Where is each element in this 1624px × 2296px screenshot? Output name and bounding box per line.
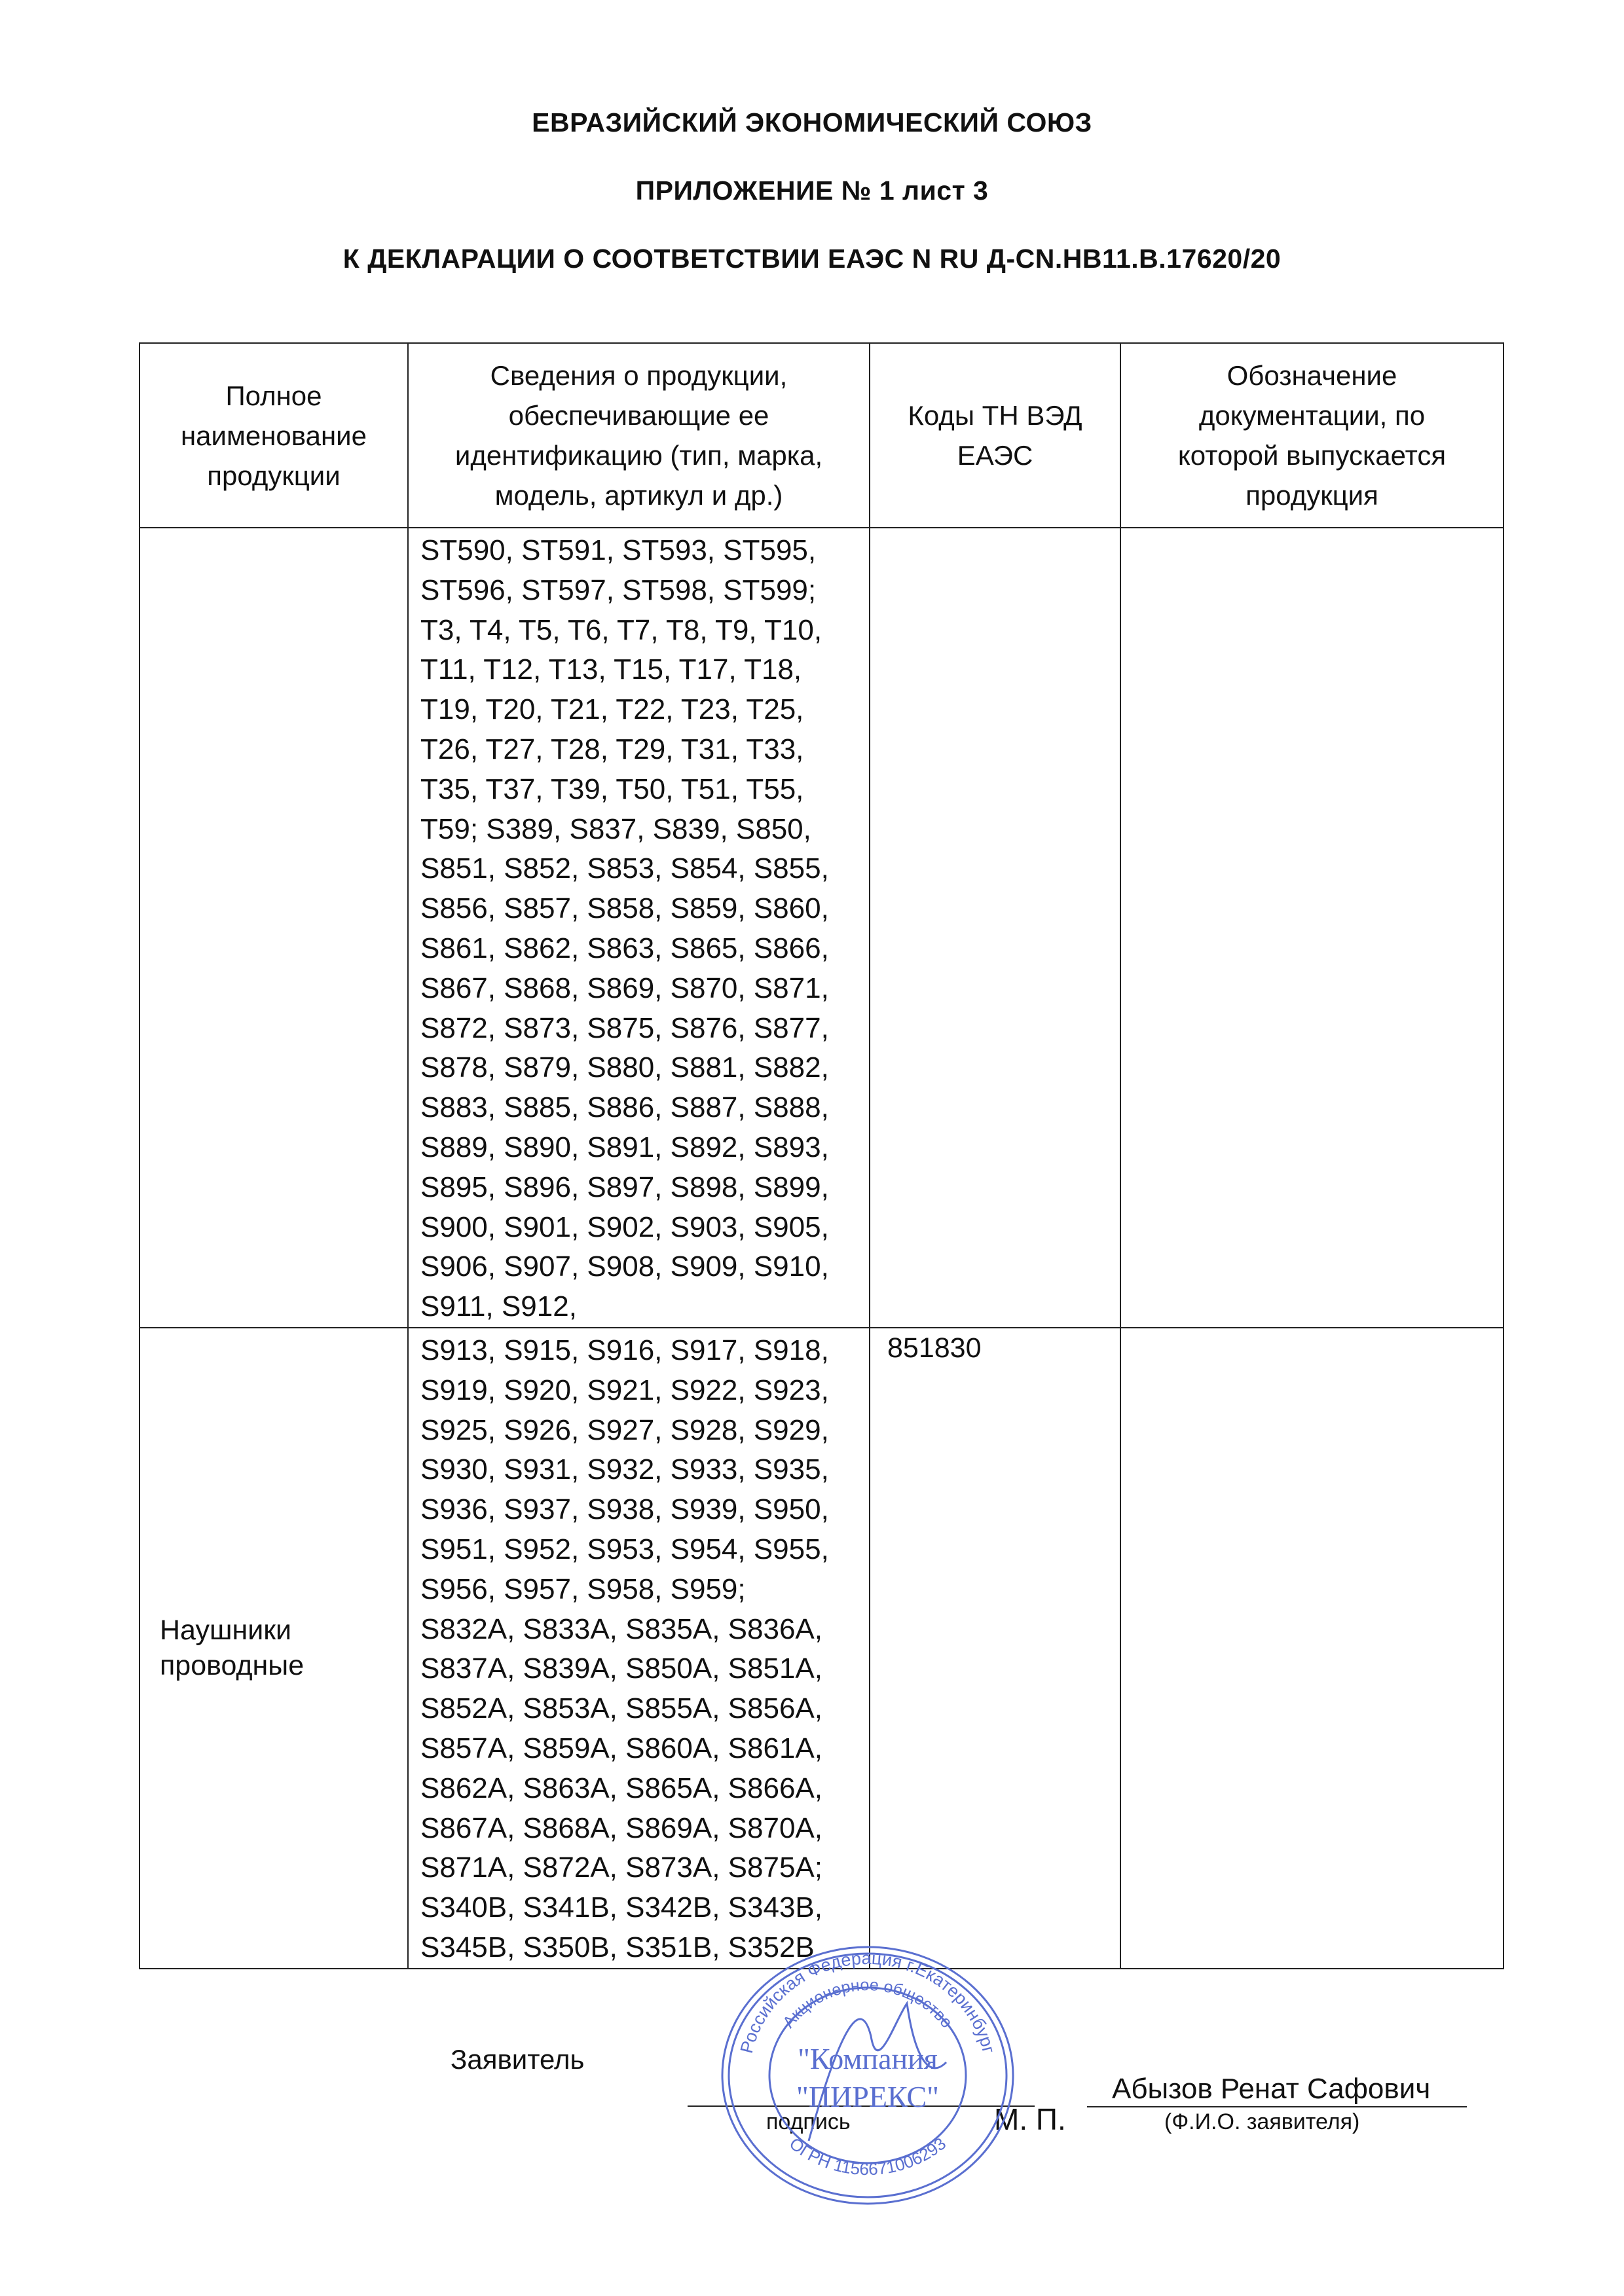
documentation-cell xyxy=(1120,528,1504,1328)
header-line: Обозначение xyxy=(1227,360,1397,391)
model-list-line: S862A, S863A, S865A, S866A, xyxy=(420,1772,823,1804)
header-line: документации, по xyxy=(1198,400,1426,431)
documentation-cell xyxy=(1120,1328,1504,1969)
model-list-line: S867, S868, S869, S870, S871, xyxy=(420,972,829,1004)
model-list-line: S867A, S868A, S869A, S870A, xyxy=(420,1812,823,1844)
model-list-line: S889, S890, S891, S892, S893, xyxy=(420,1131,829,1163)
model-list-line: S883, S885, S886, S887, S888, xyxy=(420,1091,829,1124)
header-product-name xyxy=(139,343,408,528)
product-name-line: проводные xyxy=(160,1650,304,1682)
header-line: обеспечивающие ее xyxy=(508,400,769,431)
model-list-line: S852A, S853A, S855A, S856A, xyxy=(420,1692,823,1725)
model-list-line: S913, S915, S916, S917, S918, xyxy=(420,1334,829,1366)
stamp-company-line: "ПИРЕКС" xyxy=(796,2080,939,2113)
model-list-line: ST596, ST597, ST598, ST599; xyxy=(420,574,817,606)
product-name-line: Наушники xyxy=(160,1614,292,1647)
product-name-cell xyxy=(139,1328,408,1969)
stamp-inner-text: Акционерное общество xyxy=(779,1975,956,2032)
table-header-row xyxy=(139,343,1504,528)
header-line: идентификацию (тип, марка, xyxy=(454,440,823,471)
stamp-company-line: "Компания xyxy=(798,2042,938,2075)
header-line: Полное xyxy=(225,380,322,411)
model-list-line: T35, T37, T39, T50, T51, T55, xyxy=(420,773,804,805)
applicant-label: Заявитель xyxy=(451,2044,585,2075)
model-list-line: S951, S952, S953, S954, S955, xyxy=(420,1533,829,1565)
model-list-line: S956, S957, S958, S959; xyxy=(420,1573,746,1605)
name-line xyxy=(1087,2106,1467,2107)
model-list-line: S832A, S833A, S835A, S836A, xyxy=(420,1613,823,1645)
header-line: продукции xyxy=(207,460,341,491)
model-list-line: S919, S920, S921, S922, S923, xyxy=(420,1374,829,1406)
header-codes xyxy=(870,343,1120,528)
model-list-line: S851, S852, S853, S854, S855, xyxy=(420,852,829,885)
code-cell: 851830 xyxy=(870,1328,1120,1969)
seal-label: М. П. xyxy=(994,2102,1066,2136)
model-list-line: S930, S931, S932, S933, S935, xyxy=(420,1453,829,1486)
model-list-line: T26, T27, T28, T29, T31, T33, xyxy=(420,733,804,765)
model-list-cell xyxy=(408,1328,870,1969)
company-stamp xyxy=(710,1944,1025,2206)
appendix-title: ПРИЛОЖЕНИЕ № 1 лист 3 xyxy=(635,175,989,206)
header-product-info xyxy=(408,343,870,528)
model-list-line: S911, S912, xyxy=(420,1290,577,1323)
product-name-cell xyxy=(139,528,408,1328)
header-line: наименование xyxy=(180,420,367,451)
code-cell xyxy=(870,528,1120,1328)
model-list-cell xyxy=(408,528,870,1328)
name-label: (Ф.И.О. заявителя) xyxy=(1164,2109,1360,2134)
table-row xyxy=(139,1328,1504,1969)
model-list-line: S856, S857, S858, S859, S860, xyxy=(420,892,829,925)
model-list-line: T59; S389, S837, S839, S850, xyxy=(420,812,811,845)
model-list-line: S900, S901, S902, S903, S905, xyxy=(420,1211,829,1243)
header-line: Коды ТН ВЭД xyxy=(908,400,1082,431)
product-table xyxy=(139,342,1504,1969)
model-list-line: S906, S907, S908, S909, S910, xyxy=(420,1250,829,1283)
model-list-line: S936, S937, S938, S939, S950, xyxy=(420,1493,829,1526)
declaration-title: К ДЕКЛАРАЦИИ О СООТВЕТСТВИИ ЕАЭС N RU Д-CN.НВ11.В.17620/20 xyxy=(342,244,1282,274)
model-list-line: S861, S862, S863, S865, S866, xyxy=(420,932,829,964)
model-list-line: S895, S896, S897, S898, S899, xyxy=(420,1171,829,1203)
model-list-line: S872, S873, S875, S876, S877, xyxy=(420,1011,829,1044)
header-line: которой выпускается xyxy=(1177,440,1447,471)
signature-label: подпись xyxy=(766,2109,851,2134)
header-line: модель, артикул и др.) xyxy=(494,480,783,511)
header-line: Сведения о продукции, xyxy=(490,360,788,391)
model-list-line: T19, T20, T21, T22, T23, T25, xyxy=(420,693,804,726)
model-list-line: S857A, S859A, S860A, S861A, xyxy=(420,1732,823,1764)
model-list-line: S925, S926, S927, S928, S929, xyxy=(420,1413,829,1446)
header-documentation xyxy=(1120,343,1504,528)
model-list-line: T11, T12, T13, T15, T17, T18, xyxy=(420,653,802,686)
document-title: ЕВРАЗИЙСКИЙ ЭКОНОМИЧЕСКИЙ СОЮЗ xyxy=(532,107,1092,137)
model-list-line: S345B, S350B, S351B, S352B xyxy=(420,1931,815,1963)
stamp-outer-text: Российская Федерация г.Екатеринбург xyxy=(736,1948,999,2056)
table-row xyxy=(139,528,1504,1328)
header-line: ЕАЭС xyxy=(957,440,1033,471)
model-list-line: S878, S879, S880, S881, S882, xyxy=(420,1051,829,1084)
model-list-line: S871A, S872A, S873A, S875A; xyxy=(420,1851,823,1884)
model-list-line: S340B, S341B, S342B, S343B, xyxy=(420,1891,823,1924)
model-list-line: S837A, S839A, S850A, S851A, xyxy=(420,1652,823,1685)
model-list-line: T3, T4, T5, T6, T7, T8, T9, T10, xyxy=(420,613,822,646)
header-line: продукция xyxy=(1246,480,1378,511)
stamp-bottom-text: ОГРН 1156671006293 xyxy=(785,2133,950,2179)
model-list-line: ST590, ST591, ST593, ST595, xyxy=(420,534,817,566)
applicant-name: Абызов Ренат Сафович xyxy=(1112,2073,1431,2105)
